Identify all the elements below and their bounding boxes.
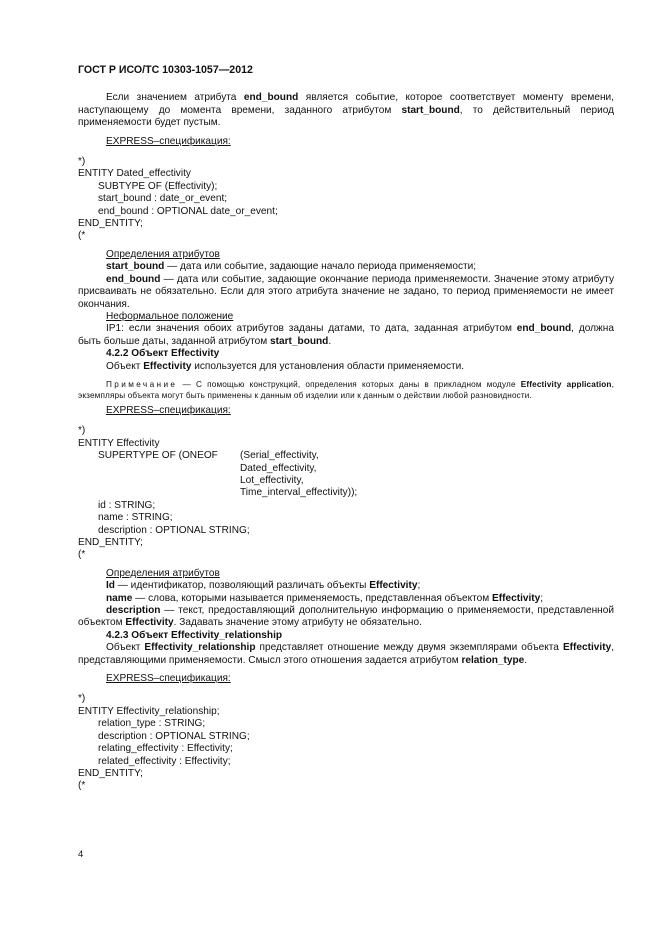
code-line: ENTITY Effectivity_relationship; (78, 705, 220, 717)
code-line: (Serial_effectivity, (240, 450, 319, 462)
code-line: (* (78, 549, 86, 561)
intro-paragraph (78, 92, 614, 129)
text: является событие, которое соответствует моменту времени, наступающему до момента времени, заданного атрибутом (78, 92, 614, 116)
text: , представляющими применяемости. Смысл этого отношения задается атрибутом (78, 642, 614, 666)
section-heading-4-2-3: 4.2.3 Объект Effectivity_relationship (106, 629, 283, 641)
entity-ref: Effectivity (492, 592, 541, 604)
text: Объект (106, 642, 145, 654)
document-page (78, 64, 614, 793)
text: представляет отношение между двумя экземплярами объекта (255, 642, 563, 654)
text: — слова, которыми называется применяемость, представленная объектом (132, 592, 493, 604)
relationship-code (78, 693, 614, 792)
entity-ref: Effectivity (369, 580, 418, 592)
text: . Задавать значение этому атрибуту не обязательно. (173, 617, 422, 629)
text: — дата или событие, задающие начало периода применяемости; (164, 261, 477, 273)
code-line: ENTITY Dated_effectivity (78, 168, 191, 180)
ip1-paragraph (78, 323, 614, 348)
entity-ref: Effectivity_relationship (144, 642, 256, 654)
code-line: (* (78, 780, 86, 792)
attr-name: end_bound (106, 273, 161, 285)
text: . (328, 335, 332, 347)
code-line: start_bound : date_or_event; (98, 193, 228, 205)
entity-ref: Effectivity (125, 617, 174, 629)
text: . (524, 654, 528, 666)
attr-ref: end_bound (243, 92, 299, 104)
text: , должна быть больше даты, заданной атрибутом (78, 323, 614, 347)
text: — идентификатор, позволяющий различать объекты (114, 580, 370, 592)
express-spec-label: EXPRESS–спецификация: (106, 404, 231, 416)
code-line: relating_effectivity : Effectivity; (98, 743, 233, 755)
dated-effectivity-code (78, 156, 614, 243)
note-label: Примечание (106, 379, 178, 389)
effectivity-code (78, 425, 614, 561)
attr-ref: end_bound (516, 323, 572, 335)
attr-end-bound (78, 274, 614, 311)
entity-ref: Effectivity (562, 642, 612, 654)
code-line: name : STRING; (98, 512, 173, 524)
attr-ref: start_bound (401, 104, 460, 116)
text: Объект (106, 360, 144, 372)
effectivity-paragraph (78, 361, 614, 373)
code-line: relation_type : STRING; (98, 718, 206, 730)
section-heading-4-2-2: 4.2.2 Объект Effectivity (106, 348, 220, 360)
text: — дата или событие, задающие окончание периода применяемости. Значение этому атрибуту присваивать не обязательно. Если для этого атрибута значение не задано, то период применяемости не имеет окончания. (78, 273, 614, 310)
document-header: ГОСТ Р ИСО/ТС 10303-1057—2012 (78, 64, 253, 76)
code-line: *) (78, 425, 86, 437)
supertype-block (78, 450, 614, 500)
express-spec-label: EXPRESS–спецификация: (106, 135, 231, 147)
code-line: description : OPTIONAL STRING; (98, 524, 250, 536)
attr-name (78, 593, 614, 605)
code-line: (* (78, 230, 86, 242)
relationship-paragraph (78, 642, 614, 667)
express-spec-label: EXPRESS–спецификация: (106, 673, 231, 685)
text: — С помощью конструкций, определения которых даны в прикладном модуле (177, 379, 521, 389)
attr-defs-heading: Определения атрибутов (106, 248, 220, 260)
code-line: SUBTYPE OF (Effectivity); (98, 180, 218, 192)
attr-start-bound (78, 261, 614, 273)
attr-name: start_bound (106, 261, 165, 273)
code-line: END_ENTITY; (78, 218, 143, 230)
text: ; (417, 580, 421, 592)
text: используется для установления области применяемости. (191, 360, 465, 372)
code-line: END_ENTITY; (78, 767, 143, 779)
text: , то действительный период применяемости будет пустым. (78, 104, 615, 129)
page-number: 4 (78, 849, 84, 860)
code-line: Time_interval_effectivity)); (240, 487, 358, 499)
text: Если значением атрибута (106, 92, 244, 104)
text: — текст, предоставляющий дополнительную информацию о применяемости, представленной объектом (78, 605, 614, 629)
supertype-items (240, 450, 357, 500)
code-line: SUPERTYPE OF (ONEOF (98, 450, 218, 462)
code-line: Dated_effectivity, (240, 462, 317, 474)
text: ; (540, 592, 544, 604)
text: , экземпляры объекта могут быть применены к данным об изделии или к данным о действии любой разновидности. (78, 379, 614, 400)
code-line: related_effectivity : Effectivity; (98, 755, 231, 767)
note-paragraph (78, 379, 614, 401)
attr-name: name (106, 592, 133, 604)
attr-name: description (106, 605, 161, 617)
entity-ref: Effectivity (143, 360, 192, 372)
attr-description (78, 605, 614, 630)
informal-heading: Неформальное положение (106, 310, 234, 322)
code-line: *) (78, 156, 86, 168)
module-ref: Effectivity application (520, 379, 612, 389)
text: IP1: если значения обоих атрибутов заданы датами, то дата, заданная атрибутом (106, 323, 517, 335)
attr-name: Id (106, 580, 115, 592)
code-line: id : STRING; (98, 499, 156, 511)
code-line: END_ENTITY; (78, 537, 143, 548)
attr-defs-heading: Определения атрибутов (106, 567, 220, 579)
attr-id (78, 580, 614, 592)
code-line: ENTITY Effectivity (78, 437, 160, 449)
code-line: end_bound : OPTIONAL date_or_event; (98, 205, 278, 217)
attr-ref: relation_type (461, 654, 525, 666)
code-line: description : OPTIONAL STRING; (98, 730, 250, 742)
code-line: Lot_effectivity, (240, 474, 304, 486)
code-line: *) (78, 693, 86, 705)
attr-ref: start_bound (270, 335, 329, 347)
